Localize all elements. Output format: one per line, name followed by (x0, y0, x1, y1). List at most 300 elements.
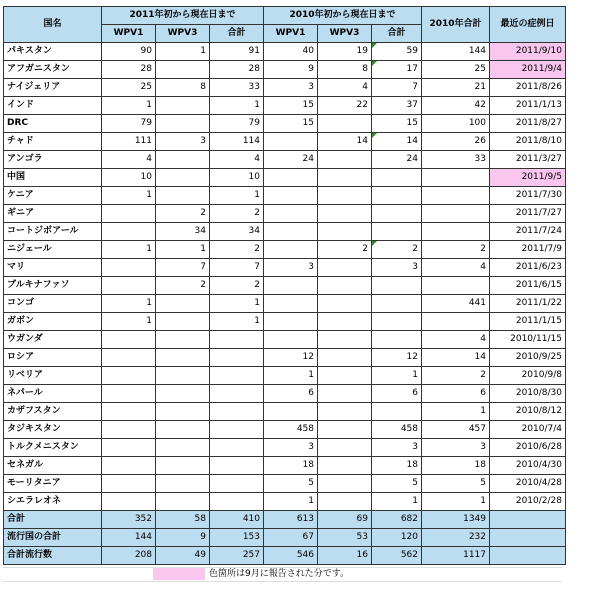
table-row (4, 61, 566, 79)
summary-value-cell: 144 (102, 529, 156, 547)
summary-value-cell: 1349 (422, 511, 490, 529)
table-row (4, 313, 566, 331)
value-cell (422, 205, 490, 223)
summary-label-cell: 合計 (4, 511, 102, 529)
summary-value-cell: 58 (156, 511, 210, 529)
polio-case-table-sheet (3, 6, 566, 565)
country-name-cell: ケニア (4, 187, 102, 205)
country-name-cell: ウガンダ (4, 331, 102, 349)
value-cell (318, 277, 372, 295)
table-row (4, 115, 566, 133)
summary-value-cell: 257 (210, 547, 264, 565)
value-cell: 441 (422, 295, 490, 313)
value-cell: 18 (264, 457, 318, 475)
footnote-pink-swatch (153, 568, 205, 580)
summary-value-cell: 352 (102, 511, 156, 529)
country-name-cell: ニジェール (4, 241, 102, 259)
value-cell (264, 241, 318, 259)
value-cell: 37 (372, 97, 422, 115)
country-name-cell: チャド (4, 133, 102, 151)
value-cell (210, 475, 264, 493)
value-cell (318, 475, 372, 493)
value-cell: 4 (210, 151, 264, 169)
value-cell: 42 (422, 97, 490, 115)
value-cell: 28 (102, 61, 156, 79)
value-cell: 4 (318, 79, 372, 97)
country-name-cell: ナイジェリア (4, 79, 102, 97)
summary-date-cell (490, 547, 566, 565)
value-cell (210, 331, 264, 349)
value-cell (372, 277, 422, 295)
value-cell: 18 (422, 457, 490, 475)
value-cell: 3 (372, 439, 422, 457)
value-cell: 3 (264, 259, 318, 277)
latest-case-date-cell: 2011/1/13 (490, 97, 566, 115)
value-cell (102, 475, 156, 493)
value-cell (156, 331, 210, 349)
summary-label-cell: 流行国の合計 (4, 529, 102, 547)
latest-case-date-cell: 2011/1/15 (490, 313, 566, 331)
value-cell: 4 (102, 151, 156, 169)
latest-case-date-cell: 2010/4/30 (490, 457, 566, 475)
country-name-cell: アフガニスタン (4, 61, 102, 79)
value-cell: 2 (156, 277, 210, 295)
table-row (4, 187, 566, 205)
value-cell: 28 (210, 61, 264, 79)
table-row (4, 457, 566, 475)
country-name-cell: コートジボアール (4, 223, 102, 241)
country-name-cell: コンゴ (4, 295, 102, 313)
value-cell (264, 205, 318, 223)
value-cell: 26 (422, 133, 490, 151)
value-cell (318, 313, 372, 331)
value-cell (264, 277, 318, 295)
country-name-cell: ギニア (4, 205, 102, 223)
value-cell (156, 349, 210, 367)
value-cell (318, 367, 372, 385)
table-row (4, 97, 566, 115)
table-row (4, 151, 566, 169)
summary-value-cell: 9 (156, 529, 210, 547)
summary-value-cell: 153 (210, 529, 264, 547)
latest-case-date-cell: 2010/4/28 (490, 475, 566, 493)
value-cell (156, 475, 210, 493)
country-name-cell: カザフスタン (4, 403, 102, 421)
value-cell: 18 (372, 457, 422, 475)
value-cell: 17 (372, 61, 422, 79)
value-cell (422, 277, 490, 295)
value-cell: 3 (264, 439, 318, 457)
latest-case-date-cell: 2011/6/23 (490, 259, 566, 277)
latest-case-date-cell: 2011/7/24 (490, 223, 566, 241)
value-cell (372, 187, 422, 205)
summary-row (4, 529, 566, 547)
value-cell (318, 349, 372, 367)
value-cell (318, 223, 372, 241)
value-cell: 1 (422, 403, 490, 421)
summary-value-cell: 49 (156, 547, 210, 565)
value-cell (156, 187, 210, 205)
table-row (4, 79, 566, 97)
latest-case-date-cell: 2011/3/27 (490, 151, 566, 169)
value-cell (102, 205, 156, 223)
header-country: 国名 (4, 7, 102, 43)
table-row (4, 493, 566, 511)
table-row (4, 331, 566, 349)
latest-case-date-cell: 2011/9/10 (490, 43, 566, 61)
value-cell (318, 187, 372, 205)
latest-case-date-cell: 2011/9/4 (490, 61, 566, 79)
value-cell (264, 223, 318, 241)
value-cell: 15 (372, 115, 422, 133)
value-cell (156, 421, 210, 439)
header-2010-wpv3: WPV3 (318, 25, 372, 43)
summary-value-cell: 562 (372, 547, 422, 565)
value-cell (372, 295, 422, 313)
country-name-cell: ブルキナファソ (4, 277, 102, 295)
value-cell: 33 (422, 151, 490, 169)
summary-value-cell: 69 (318, 511, 372, 529)
header-2011-wpv3: WPV3 (156, 25, 210, 43)
value-cell: 1 (102, 313, 156, 331)
value-cell (156, 61, 210, 79)
latest-case-date-cell: 2010/8/12 (490, 403, 566, 421)
value-cell: 458 (372, 421, 422, 439)
value-cell (102, 403, 156, 421)
value-cell: 1 (372, 493, 422, 511)
value-cell: 6 (422, 385, 490, 403)
country-name-cell: マリ (4, 259, 102, 277)
latest-case-date-cell: 2010/9/25 (490, 349, 566, 367)
value-cell (102, 457, 156, 475)
table-row (4, 205, 566, 223)
value-cell (156, 457, 210, 475)
value-cell (102, 439, 156, 457)
value-cell: 79 (210, 115, 264, 133)
value-cell: 2 (210, 277, 264, 295)
table-row (4, 439, 566, 457)
value-cell (156, 115, 210, 133)
table-row (4, 223, 566, 241)
latest-case-date-cell: 2010/9/8 (490, 367, 566, 385)
value-cell: 1 (102, 97, 156, 115)
table-row (4, 133, 566, 151)
value-cell (210, 403, 264, 421)
value-cell (264, 187, 318, 205)
latest-case-date-cell: 2011/8/27 (490, 115, 566, 133)
value-cell: 40 (264, 43, 318, 61)
value-cell (318, 115, 372, 133)
value-cell: 6 (372, 385, 422, 403)
value-cell (210, 493, 264, 511)
table-body (4, 7, 566, 565)
value-cell: 8 (318, 61, 372, 79)
value-cell: 14 (318, 133, 372, 151)
value-cell: 457 (422, 421, 490, 439)
value-cell: 100 (422, 115, 490, 133)
table-row (4, 277, 566, 295)
value-cell: 59 (372, 43, 422, 61)
value-cell: 10 (102, 169, 156, 187)
polio-case-table (3, 6, 566, 565)
latest-case-date-cell: 2010/7/4 (490, 421, 566, 439)
header-2011-wpv1: WPV1 (102, 25, 156, 43)
country-name-cell: パキスタン (4, 43, 102, 61)
summary-value-cell: 682 (372, 511, 422, 529)
value-cell: 6 (264, 385, 318, 403)
value-cell: 9 (264, 61, 318, 79)
value-cell (210, 457, 264, 475)
value-cell: 111 (102, 133, 156, 151)
value-cell (264, 133, 318, 151)
value-cell: 1 (264, 493, 318, 511)
latest-case-date-cell: 2011/8/26 (490, 79, 566, 97)
value-cell: 12 (372, 349, 422, 367)
value-cell (156, 97, 210, 115)
latest-case-date-cell: 2011/9/5 (490, 169, 566, 187)
value-cell (264, 403, 318, 421)
value-cell: 90 (102, 43, 156, 61)
value-cell (422, 187, 490, 205)
value-cell: 2 (210, 205, 264, 223)
value-cell: 21 (422, 79, 490, 97)
country-name-cell: DRC (4, 115, 102, 133)
summary-value-cell: 546 (264, 547, 318, 565)
value-cell (102, 331, 156, 349)
value-cell: 34 (210, 223, 264, 241)
summary-value-cell: 208 (102, 547, 156, 565)
value-cell: 12 (264, 349, 318, 367)
value-cell: 1 (210, 295, 264, 313)
latest-case-date-cell: 2011/7/30 (490, 187, 566, 205)
value-cell: 5 (422, 475, 490, 493)
value-cell: 91 (210, 43, 264, 61)
latest-case-date-cell: 2010/8/30 (490, 385, 566, 403)
value-cell (156, 151, 210, 169)
value-cell (264, 313, 318, 331)
value-cell (372, 313, 422, 331)
value-cell (156, 313, 210, 331)
country-name-cell: セネガル (4, 457, 102, 475)
value-cell (422, 313, 490, 331)
value-cell (318, 493, 372, 511)
value-cell: 5 (372, 475, 422, 493)
summary-row (4, 511, 566, 529)
value-cell: 7 (210, 259, 264, 277)
footnote-bottom-rule (3, 581, 562, 582)
header-2011-sum: 合計 (210, 25, 264, 43)
header-2010-group: 2010年初から現在日まで (264, 7, 422, 25)
value-cell (156, 295, 210, 313)
value-cell: 15 (264, 115, 318, 133)
table-row (4, 475, 566, 493)
value-cell: 3 (264, 79, 318, 97)
value-cell (102, 277, 156, 295)
value-cell (318, 385, 372, 403)
summary-value-cell: 613 (264, 511, 318, 529)
value-cell (102, 259, 156, 277)
value-cell (372, 403, 422, 421)
latest-case-date-cell: 2011/7/27 (490, 205, 566, 223)
value-cell (318, 151, 372, 169)
value-cell: 25 (422, 61, 490, 79)
table-row (4, 241, 566, 259)
value-cell (318, 421, 372, 439)
summary-date-cell (490, 511, 566, 529)
value-cell (102, 349, 156, 367)
value-cell: 1 (210, 313, 264, 331)
value-cell (102, 421, 156, 439)
table-row (4, 421, 566, 439)
table-row (4, 295, 566, 313)
value-cell (156, 403, 210, 421)
value-cell: 144 (422, 43, 490, 61)
latest-case-date-cell: 2010/11/15 (490, 331, 566, 349)
summary-date-cell (490, 529, 566, 547)
value-cell (318, 295, 372, 313)
table-row (4, 259, 566, 277)
table-row (4, 403, 566, 421)
value-cell: 1 (102, 295, 156, 313)
value-cell (210, 385, 264, 403)
value-cell: 8 (156, 79, 210, 97)
table-row (4, 367, 566, 385)
value-cell (156, 493, 210, 511)
summary-value-cell: 67 (264, 529, 318, 547)
value-cell (318, 439, 372, 457)
value-cell (318, 259, 372, 277)
value-cell: 7 (156, 259, 210, 277)
value-cell: 3 (372, 259, 422, 277)
value-cell: 3 (422, 439, 490, 457)
value-cell (102, 223, 156, 241)
footnote-text: 色箇所は9月に報告された分です。 (209, 569, 350, 579)
value-cell: 24 (264, 151, 318, 169)
value-cell (102, 493, 156, 511)
value-cell: 22 (318, 97, 372, 115)
latest-case-date-cell: 2011/7/9 (490, 241, 566, 259)
latest-case-date-cell: 2010/6/28 (490, 439, 566, 457)
latest-case-date-cell: 2011/1/22 (490, 295, 566, 313)
country-name-cell: ガボン (4, 313, 102, 331)
value-cell: 2 (210, 241, 264, 259)
header-2011-group: 2011年初から現在日まで (102, 7, 264, 25)
header-latest-case-date: 最近の症例日 (490, 7, 566, 43)
value-cell: 24 (372, 151, 422, 169)
summary-value-cell: 16 (318, 547, 372, 565)
value-cell (318, 403, 372, 421)
value-cell (318, 331, 372, 349)
value-cell: 33 (210, 79, 264, 97)
value-cell: 25 (102, 79, 156, 97)
value-cell (372, 169, 422, 187)
value-cell: 1 (102, 187, 156, 205)
value-cell (372, 223, 422, 241)
summary-value-cell: 120 (372, 529, 422, 547)
value-cell: 14 (422, 349, 490, 367)
value-cell (156, 439, 210, 457)
value-cell (210, 367, 264, 385)
value-cell: 34 (156, 223, 210, 241)
value-cell (156, 367, 210, 385)
table-row (4, 385, 566, 403)
value-cell: 5 (264, 475, 318, 493)
table-row (4, 169, 566, 187)
value-cell (264, 331, 318, 349)
value-cell (422, 169, 490, 187)
value-cell (264, 169, 318, 187)
country-name-cell: モーリタニア (4, 475, 102, 493)
summary-row (4, 547, 566, 565)
value-cell: 15 (264, 97, 318, 115)
value-cell (422, 223, 490, 241)
value-cell (156, 385, 210, 403)
value-cell (102, 385, 156, 403)
value-cell: 79 (102, 115, 156, 133)
value-cell: 1 (422, 493, 490, 511)
summary-label-cell: 合計流行数 (4, 547, 102, 565)
value-cell: 3 (156, 133, 210, 151)
footnote (3, 567, 562, 581)
header-2010-wpv1: WPV1 (264, 25, 318, 43)
country-name-cell: ネパール (4, 385, 102, 403)
value-cell: 2 (422, 367, 490, 385)
latest-case-date-cell: 2010/2/28 (490, 493, 566, 511)
value-cell: 10 (210, 169, 264, 187)
value-cell (264, 295, 318, 313)
value-cell (318, 205, 372, 223)
value-cell (102, 367, 156, 385)
country-name-cell: ロシア (4, 349, 102, 367)
value-cell (318, 169, 372, 187)
country-name-cell: トルクメニスタン (4, 439, 102, 457)
value-cell: 7 (372, 79, 422, 97)
value-cell: 114 (210, 133, 264, 151)
country-name-cell: シエラレオネ (4, 493, 102, 511)
header-2010-sum: 合計 (372, 25, 422, 43)
value-cell: 19 (318, 43, 372, 61)
summary-value-cell: 410 (210, 511, 264, 529)
value-cell: 4 (422, 259, 490, 277)
latest-case-date-cell: 2011/8/10 (490, 133, 566, 151)
value-cell (210, 421, 264, 439)
value-cell (156, 169, 210, 187)
latest-case-date-cell: 2011/6/15 (490, 277, 566, 295)
summary-value-cell: 53 (318, 529, 372, 547)
summary-value-cell: 1117 (422, 547, 490, 565)
country-name-cell: 中国 (4, 169, 102, 187)
country-name-cell: リベリア (4, 367, 102, 385)
header-row-top (4, 7, 566, 25)
value-cell: 1 (156, 241, 210, 259)
value-cell: 458 (264, 421, 318, 439)
value-cell: 4 (422, 331, 490, 349)
country-name-cell: アンゴラ (4, 151, 102, 169)
value-cell (372, 205, 422, 223)
value-cell: 1 (210, 187, 264, 205)
country-name-cell: タジキスタン (4, 421, 102, 439)
header-2010-total: 2010年合計 (422, 7, 490, 43)
value-cell: 2 (372, 241, 422, 259)
value-cell: 2 (156, 205, 210, 223)
country-name-cell: インド (4, 97, 102, 115)
value-cell (318, 457, 372, 475)
value-cell: 1 (372, 367, 422, 385)
table-row (4, 43, 566, 61)
value-cell: 14 (372, 133, 422, 151)
value-cell: 2 (318, 241, 372, 259)
value-cell: 1 (156, 43, 210, 61)
